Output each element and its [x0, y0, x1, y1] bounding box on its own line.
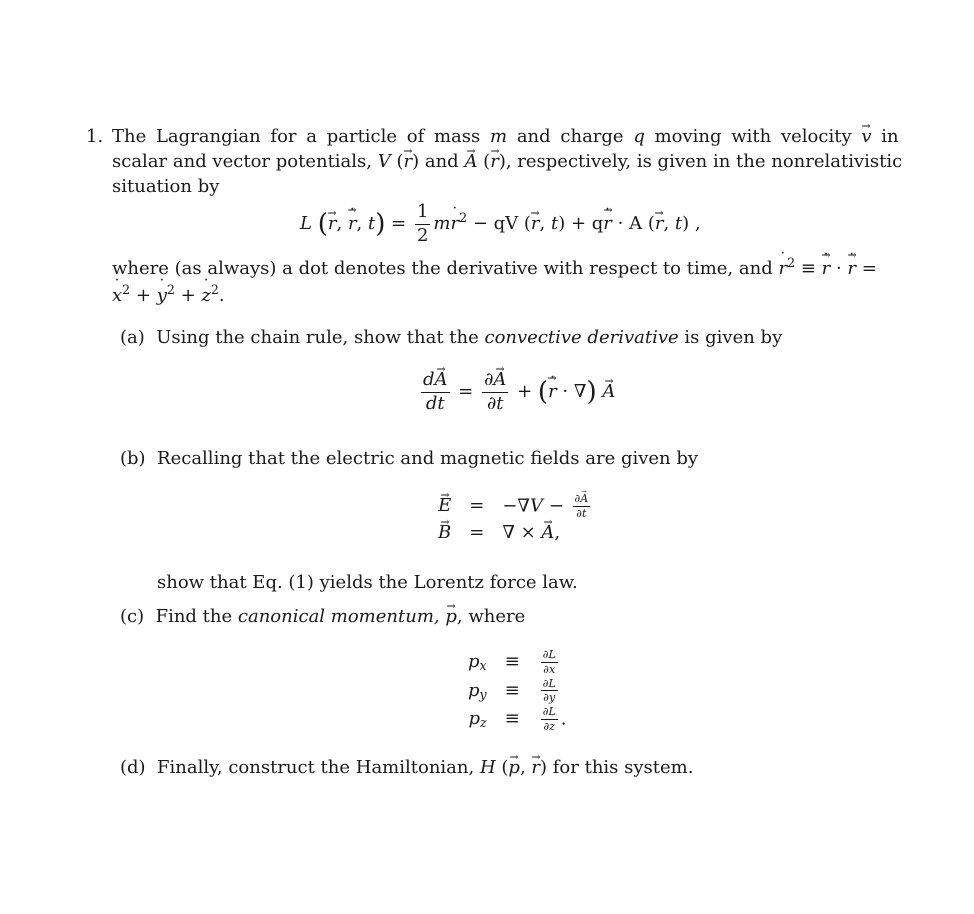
where-line-2: x ˙$^2$ + y ˙$^2$ + z ˙$^2$.	[112, 287, 225, 305]
where-text: where (as always) a dot denotes the derivative with respect to time, and	[112, 258, 773, 279]
var-q: q	[633, 126, 645, 147]
problem-number: 1.	[86, 126, 104, 147]
intro-text-7: , respectively, is given in the nonrelativistic	[505, 151, 903, 172]
intro-text-1: The Lagrangian for a particle of mass	[112, 126, 481, 147]
part-d-text: (d) Finally, construct the Hamiltonian, H (→ p, → r) for this system.	[120, 759, 693, 777]
part-c-text: (c) Find the canonical momentum, → p, where	[120, 608, 525, 626]
part-a-text: (a) Using the chain rule, show that the convective derivative is given by	[120, 327, 783, 348]
part-b-text: (b) Recalling that the electric and magnetic fields are given by	[120, 448, 699, 469]
part-a-label: (a)	[120, 327, 145, 348]
intro-text-6: and	[424, 151, 459, 172]
intro-line-3: situation by	[112, 176, 220, 197]
lagrangian-equation: L (→ r, → r ˙, t) = $\frac{1}{2}$ mr ˙$^2$ − qV (→ r, t) + q→ r ˙ · A (→ r, t) ,	[300, 201, 701, 247]
canonical-momentum-term: canonical momentum,	[237, 606, 440, 627]
intro-line-1	[112, 128, 899, 146]
intro-line-2: scalar and vector potentials, V (→ r) and → A (→ r), respectively, is given in the nonrelativistic	[112, 153, 902, 171]
part-d-label: (d)	[120, 757, 146, 778]
part-c-label: (c)	[120, 606, 145, 627]
convective-derivative-term: convective derivative	[484, 327, 679, 348]
intro-text-2: and charge	[516, 126, 624, 147]
eq-L: L	[300, 213, 312, 234]
var-m: m	[490, 126, 508, 147]
var-v: → v	[861, 128, 871, 146]
part-b-after: show that Eq. (1) yields the Lorentz force law.	[157, 572, 578, 593]
intro-text-3: moving with velocity	[654, 126, 852, 147]
part-b-label: (b)	[120, 448, 146, 469]
convective-derivative-equation: $\frac{d\to A}{dt}$ = $\frac{\partial\to A}{\partial t}$ + (→ r ˙ · ∇) → A	[418, 369, 615, 415]
where-line-1: where (as always) a dot denotes the derivative with respect to time, and r ˙$^2$ ≡ → r ˙ · → r ˙ =	[112, 260, 877, 278]
intro-text-5: scalar and vector potentials,	[112, 151, 373, 172]
one-half-fraction: $\frac{1}{2}$	[416, 201, 429, 246]
fields-equations: → E = −∇V − $\frac{\partial\to A}{\partial t}$ → B = ∇ × → A,	[432, 492, 599, 545]
momentum-definitions: $p_x$ ≡ $\frac{\partial L}{\partial x}$ ˙ $p_y$ ≡ $\frac{\partial L}{\partial y}$ ˙ $p_z$ ≡ $\frac{\partial L}{\partial z}$ ˙ .	[462, 648, 573, 734]
intro-text-4: in	[881, 126, 899, 147]
